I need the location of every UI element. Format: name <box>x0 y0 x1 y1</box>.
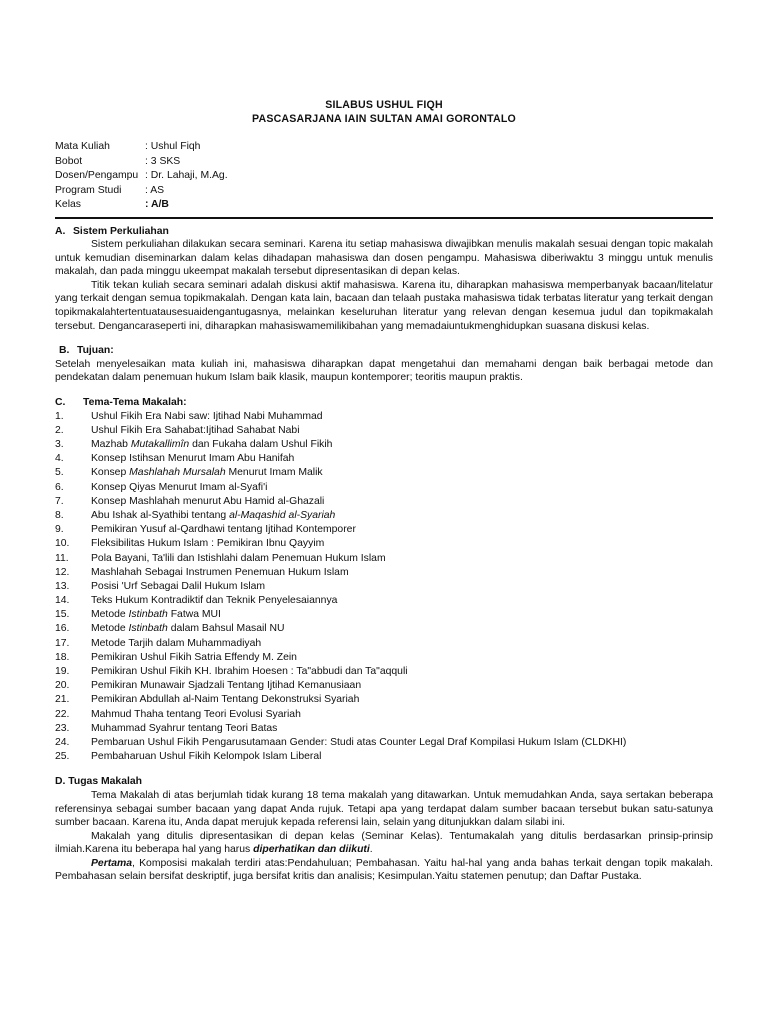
list-item <box>55 452 713 466</box>
list-item <box>55 410 713 424</box>
list-text <box>91 736 626 750</box>
list-number: 24. <box>55 736 70 748</box>
list-number: 25. <box>55 751 70 763</box>
emphasis-text: diperhatikan dan diikuti <box>253 844 370 856</box>
list-number: 1. <box>55 410 64 422</box>
list-text <box>91 438 332 452</box>
list-item <box>55 523 713 537</box>
section-title: Tema-Tema Makalah: <box>83 397 187 409</box>
text-run: Ushul Fikih Era Sahabat:Ijtihad Sahabat Nabi <box>91 424 300 436</box>
list-text <box>91 722 277 736</box>
list-number: 12. <box>55 566 70 578</box>
text-run: Metode Tarjih dalam Muhammadiyah <box>91 637 262 649</box>
list-item <box>55 580 713 594</box>
list-text <box>91 637 261 651</box>
italic-term: Mashlahah Mursalah <box>129 467 226 479</box>
list-text <box>91 566 349 580</box>
section-label: A. <box>55 225 66 237</box>
doc-title-line1: SILABUS USHUL FIQH <box>325 99 443 111</box>
text-run: Abu Ishak al-Syathibi tentang <box>91 509 230 521</box>
text-run: Makalah yang ditulis dipresentasikan di depan kelas (Seminar Kelas). Tentumakalah yang ditulis berdasarkan prinsip-prinsip ilmiah.Karena itu beberapa hal yang harus <box>55 830 713 856</box>
italic-term: al-Maqashid al-Syariah <box>229 509 336 521</box>
list-number: 15. <box>55 609 70 621</box>
list-number: 19. <box>55 666 70 677</box>
list-item <box>55 566 713 580</box>
list-text <box>91 750 321 764</box>
list-number: 13. <box>55 580 70 592</box>
meta-key: Dosen/Pengampu <box>55 170 139 181</box>
list-item <box>55 679 713 693</box>
list-item <box>55 637 713 651</box>
list-text <box>91 594 337 608</box>
italic-term: Mutakallimîn <box>130 439 190 450</box>
meta-key: Mata Kuliah <box>55 141 110 152</box>
list-number: 5. <box>55 467 64 479</box>
text-run: Konsep Istihsan Menurut Imam Abu Hanifah <box>91 453 295 465</box>
syllabus-page <box>55 98 713 884</box>
list-item <box>55 594 713 608</box>
section-d-paragraph-2 <box>55 830 713 857</box>
text-run: Pembaharuan Ushul Fikih Kelompok Islam Liberal <box>91 751 322 763</box>
doc-title-line2: PASCASARJANA IAIN SULTAN AMAI GORONTALO <box>251 113 516 125</box>
list-number: 23. <box>55 722 70 734</box>
list-item <box>55 750 713 764</box>
list-number: 22. <box>55 708 70 720</box>
emphasis-text: Pertama <box>91 857 133 869</box>
list-text <box>91 622 284 636</box>
section-b-paragraph: Setelah menyelesaikan mata kuliah ini, mahasiswa diharapkan dapat mengetahui dan memahami dengan baik berbagai metode dan pendekatan dalam penemuan hukum Islam baik klasik, maupun kontemporer; teoritis maupun praktis. <box>55 358 713 384</box>
list-item <box>55 438 713 452</box>
text-run: Teks Hukum Kontradiktif dan Teknik Penyelesaiannya <box>91 595 338 607</box>
text-run: Konsep <box>91 467 130 479</box>
header-divider <box>55 217 713 219</box>
meta-row <box>55 184 713 199</box>
text-run: Pemikiran Ushul Fikih Satria Effendy M. Zein <box>91 651 297 663</box>
list-number: 9. <box>55 524 64 536</box>
list-number: 21. <box>55 694 70 706</box>
text-run: Konsep Mashlahah menurut Abu Hamid al-Ghazali <box>91 495 325 507</box>
list-item <box>55 665 713 679</box>
text-run: Fleksibilitas Hukum Islam : Pemikiran Ibnu Qayyim <box>91 538 325 550</box>
list-text <box>91 693 359 707</box>
course-meta <box>55 140 713 213</box>
list-text <box>91 608 221 622</box>
meta-key: Program Studi <box>55 184 122 196</box>
list-item <box>55 495 713 509</box>
section-label: B. <box>59 345 70 357</box>
list-number: 6. <box>55 481 64 493</box>
list-item <box>55 693 713 707</box>
section-d-paragraph-3 <box>55 857 713 884</box>
text-run: . <box>369 844 373 856</box>
list-number: 18. <box>55 651 70 663</box>
list-text <box>91 424 300 438</box>
meta-row <box>55 198 713 213</box>
list-text <box>91 651 297 665</box>
list-item <box>55 651 713 665</box>
section-a-heading <box>55 225 713 239</box>
section-label: C. <box>55 397 66 409</box>
list-item <box>55 466 713 480</box>
list-number: 14. <box>55 595 70 607</box>
section-c-heading <box>55 396 713 410</box>
text-run: , Komposisi makalah terdiri atas:Pendahuluan; Pembahasan. Yaitu hal-hal yang anda bahas terkait dengan topik makalah. Pembahasan selain bersifat deskriptif, juga bersifat kritis dan analisis; Kesimpulan.Yaitu statemen penutup; dan Daftar Pustaka. <box>55 857 713 883</box>
text-run: Pemikiran Yusuf al-Qardhawi tentang Ijtihad Kontemporer <box>91 524 356 536</box>
text-run: Pemikiran Abdullah al-Naim Tentang Dekonstruksi Syariah <box>91 694 360 706</box>
list-number: 17. <box>55 637 70 649</box>
section-d-paragraph-1: Tema Makalah di atas berjumlah tidak kurang 18 tema makalah yang ditawarkan. Untuk memudahkan Anda, saya sertakan beberapa referensinya sebagai sumber bacaan yang dapat Anda rujuk. Tetapi apa yang terdapat dalam sumber bacaan tersebut bukan satu-satunya sumber bacaan. Karena itu, Anda dapat merujuk kepada referensi lain, selain yang ditunjukkan dalam silabi ini. <box>55 789 713 829</box>
list-item <box>55 424 713 438</box>
list-text <box>91 410 323 424</box>
list-text <box>91 452 294 466</box>
text-run: Metode <box>91 609 129 621</box>
section-d-heading: D. Tugas Makalah <box>55 776 142 788</box>
list-item <box>55 552 713 566</box>
list-number: 10. <box>55 538 70 550</box>
list-number: 20. <box>55 680 70 692</box>
list-text <box>91 523 356 537</box>
text-run: Pemikiran Ushul Fikih KH. Ibrahim Hoesen : Ta"abbudi dan Ta"aqquli <box>91 666 408 677</box>
text-run: dan Fukaha dalam Ushul Fikih <box>189 439 333 450</box>
list-number: 2. <box>55 424 64 436</box>
list-text <box>91 580 265 594</box>
meta-value: : 3 SKS <box>145 155 181 167</box>
list-number: 8. <box>55 509 64 521</box>
list-text <box>91 481 267 495</box>
section-title: Tujuan: <box>77 345 114 357</box>
text-run: Pembaruan Ushul Fikih Pengarusutamaan Gender: Studi atas Counter Legal Draf Kompilasi Hukum Islam (CLDKHI) <box>91 736 627 748</box>
italic-term: Istinbath <box>128 609 168 621</box>
meta-key: Kelas <box>55 199 81 210</box>
meta-key: Bobot <box>55 155 83 167</box>
list-item <box>55 722 713 736</box>
list-text <box>91 708 301 722</box>
list-number: 16. <box>55 623 70 635</box>
list-text <box>91 679 361 693</box>
section-b-heading <box>55 344 713 358</box>
text-run: Menurut Imam Malik <box>225 467 323 479</box>
list-item <box>55 509 713 523</box>
list-text <box>91 495 324 509</box>
meta-value: : AS <box>145 184 165 196</box>
text-run: Mazhab <box>91 439 131 450</box>
meta-row <box>55 155 713 170</box>
list-item <box>55 608 713 622</box>
list-text <box>91 665 408 679</box>
text-run: Mashlahah Sebagai Instrumen Penemuan Hukum Islam <box>91 566 349 578</box>
list-item <box>55 708 713 722</box>
section-a-paragraph-2: Titik tekan kuliah secara seminari adalah diskusi aktif mahasiswa. Karena itu, diharapkan mahasiswa memperbanyak bacaan/litelatur yang terkait dengan semua topikmakalah. Dengan kata lain, bacaan dan telaah pustaka mahasiswa tidak terbatas literatur yang terkait dengan topikmakalahtertentuatausesuaidengantugasnya, melainkan keseluruhan literatur yang relevan dengan kesemua judul dan topikmakalah tersebut. Dengancaraseperti ini, diharapkan mahasiswamemilikibahan yang memadaiuntukmenghidupkan suasana diskusi kelas. <box>55 279 713 332</box>
list-item <box>55 537 713 551</box>
list-number: 4. <box>55 453 64 465</box>
topic-list <box>55 410 713 765</box>
text-run: Pemikiran Munawair Sjadzali Tentang Ijtihad Kemanusiaan <box>91 680 362 692</box>
section-title: Sistem Perkuliahan <box>73 225 169 237</box>
section-a-paragraph-1: Sistem perkuliahan dilakukan secara seminari. Karena itu setiap mahasiswa diwajibkan menulis makalah sesuai dengan topic makalah untuk kemudian diseminarkan dalam kelas dihadapan mahasiswa dan dosen pengampu. Mahasiswa diberiwaktu 3 minggu untuk menulis makalah, dan pada minggu ukeempat makalah tersebut dipresentasikan di depan kelas. <box>55 239 713 278</box>
meta-row <box>55 140 713 155</box>
list-item <box>55 481 713 495</box>
text-run: Mahmud Thaha tentang Teori Evolusi Syariah <box>91 708 301 720</box>
meta-row <box>55 169 713 184</box>
meta-value: : Dr. Lahaji, M.Ag. <box>145 170 228 181</box>
list-text <box>91 537 324 551</box>
list-item <box>55 736 713 750</box>
list-item <box>55 622 713 636</box>
text-run: Konsep Qiyas Menurut Imam al-Syafi'i <box>91 481 268 493</box>
text-run: Posisi 'Urf Sebagai Dalil Hukum Islam <box>91 580 266 592</box>
list-number: 7. <box>55 495 64 507</box>
text-run: Ushul Fikih Era Nabi saw: Ijtihad Nabi Muhammad <box>91 410 323 422</box>
list-number: 3. <box>55 439 64 450</box>
text-run: dalam Bahsul Masail NU <box>167 623 285 635</box>
meta-value: : Ushul Fiqh <box>145 141 201 152</box>
list-number: 11. <box>55 552 69 564</box>
list-text <box>91 509 335 523</box>
text-run: Metode <box>91 623 129 635</box>
list-text <box>91 466 323 480</box>
text-run: Pola Bayani, Ta'lili dan Istishlahi dalam Penemuan Hukum Islam <box>91 552 386 564</box>
list-text <box>91 552 386 566</box>
meta-value: : A/B <box>145 199 169 210</box>
italic-term: Istinbath <box>128 623 168 635</box>
text-run: Muhammad Syahrur tentang Teori Batas <box>91 722 278 734</box>
text-run: Fatwa MUI <box>167 609 221 621</box>
